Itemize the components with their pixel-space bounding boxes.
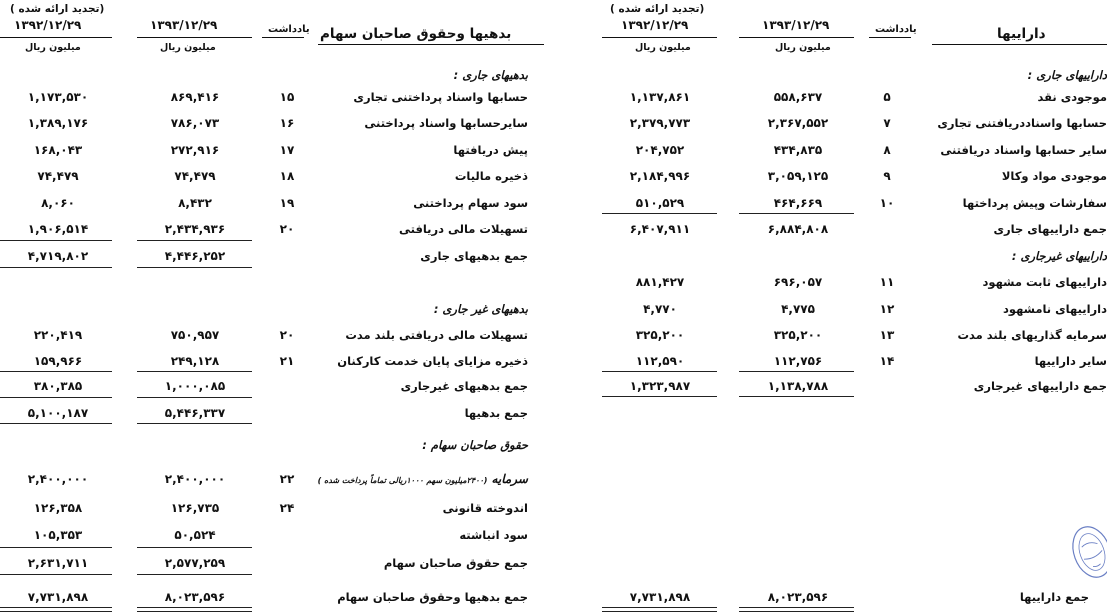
- asset-row-previous-value: ۵۱۰,۵۲۹: [635, 196, 685, 210]
- equity-row-label: سود انباشته: [459, 528, 528, 542]
- equity-row-current-value: ۱۲۶,۷۳۵: [170, 501, 220, 515]
- asset-row-current-value: ۲,۳۶۷,۵۵۲: [767, 116, 829, 130]
- asset-row-previous-value: ۱,۱۳۷,۸۶۱: [629, 90, 691, 104]
- asset-row: [557, 165, 1107, 189]
- restated-note: (تجدید ارائه شده ): [10, 3, 105, 15]
- liabilities-noncurrent-total-current-value: ۱,۰۰۰,۰۸۵: [164, 379, 226, 393]
- asset-row-current-value: ۵۵۸,۶۳۷: [773, 90, 823, 104]
- underline: [137, 371, 252, 372]
- assets-title: داراییها: [997, 26, 1046, 42]
- capital-row: [0, 468, 545, 492]
- header-rule: [602, 37, 717, 38]
- asset-row: [557, 112, 1107, 136]
- underline: [0, 423, 112, 424]
- assets-noncurrent-total-previous-value: ۱,۳۲۳,۹۸۷: [629, 379, 691, 393]
- liability-row-previous-value: ۱,۹۰۶,۵۱۴: [27, 222, 89, 236]
- liability-noncurrent-row-previous-value: ۲۲۰,۴۱۹: [33, 328, 83, 342]
- liability-noncurrent-row-note: ۲۰: [279, 328, 295, 342]
- liability-noncurrent-row-current-value: ۷۵۰,۹۵۷: [170, 328, 220, 342]
- liability-row-label: تسهیلات مالی دریافتی: [398, 222, 528, 236]
- double-underline: [137, 607, 252, 612]
- header-rule: [739, 37, 854, 38]
- double-underline: [602, 607, 717, 612]
- equity-total: [0, 552, 545, 576]
- equity-total-previous-value: ۲,۶۳۱,۷۱۱: [27, 556, 89, 570]
- header-rule: [869, 37, 911, 38]
- underline: [0, 397, 112, 398]
- asset-noncurrent-row-current-value: ۶۹۶,۰۵۷: [773, 275, 823, 289]
- liabilities-current-heading: [0, 64, 545, 88]
- equity-row: [0, 524, 545, 548]
- asset-noncurrent-row-note: ۱۲: [879, 302, 895, 316]
- assets-grand-total-current-value: ۸,۰۲۳,۵۹۶: [767, 590, 829, 604]
- equity-heading: [0, 434, 545, 458]
- liability-row-previous-value: ۱,۳۸۹,۱۷۶: [27, 116, 89, 130]
- asset-row-note: ۷: [883, 116, 891, 130]
- equity-total-label: جمع حقوق صاحبان سهام: [383, 556, 528, 570]
- underline: [137, 397, 252, 398]
- asset-row-label: سفارشات وپیش پرداختها: [962, 196, 1107, 210]
- year-previous: ۱۳۹۲/۱۲/۲۹: [621, 18, 689, 32]
- asset-noncurrent-row-previous-value: ۴,۷۷۰: [643, 302, 677, 316]
- asset-noncurrent-row-label: داراییهای نامشهود: [1002, 302, 1107, 316]
- asset-row-label: موجودی مواد وکالا: [1001, 169, 1107, 183]
- asset-row-label: حسابها واسناددریافتنی تجاری: [937, 116, 1107, 130]
- liability-row-current-value: ۲,۴۳۴,۹۳۶: [164, 222, 226, 236]
- year-current: ۱۳۹۳/۱۲/۲۹: [150, 18, 218, 32]
- assets-noncurrent-heading: [557, 245, 1107, 269]
- underline: [739, 213, 854, 214]
- assets-current-total-current-value: ۶,۸۸۴,۸۰۸: [767, 222, 829, 236]
- underline: [0, 371, 112, 372]
- liability-row-label: پیش دریافتها: [453, 143, 528, 157]
- liability-row-note: ۱۸: [279, 169, 295, 183]
- asset-noncurrent-row-previous-value: ۳۲۵,۲۰۰: [635, 328, 685, 342]
- underline: [137, 423, 252, 424]
- liability-row-current-value: ۲۷۲,۹۱۶: [170, 143, 220, 157]
- asset-row-current-value: ۴۶۴,۶۶۹: [773, 196, 823, 210]
- asset-row-previous-value: ۲۰۴,۷۵۲: [635, 143, 685, 157]
- liability-row-current-value: ۸,۴۳۲: [178, 196, 212, 210]
- asset-noncurrent-row-note: ۱۴: [879, 354, 895, 368]
- liabilities-current-total-previous-value: ۴,۷۱۹,۸۰۲: [27, 249, 89, 263]
- capital-current-value: ۲,۴۰۰,۰۰۰: [164, 472, 226, 486]
- equity-total-current-value: ۲,۵۷۷,۲۵۹: [164, 556, 226, 570]
- asset-row: [557, 139, 1107, 163]
- liability-row-note: ۲۰: [279, 222, 295, 236]
- underline: [137, 240, 252, 241]
- double-underline: [739, 607, 854, 612]
- liabilities-grand-total-current-value: ۸,۰۲۳,۵۹۶: [164, 590, 226, 604]
- liability-row-label: حسابها واسناد پرداختنی تجاری: [353, 90, 528, 104]
- liability-row-note: ۱۷: [279, 143, 295, 157]
- asset-row-current-value: ۳,۰۵۹,۱۲۵: [767, 169, 829, 183]
- capital-previous-value: ۲,۴۰۰,۰۰۰: [27, 472, 89, 486]
- unit-label: میلیون ریال: [635, 42, 691, 53]
- asset-noncurrent-row-previous-value: ۱۱۲,۵۹۰: [635, 354, 685, 368]
- underline: [602, 213, 717, 214]
- asset-noncurrent-row-label: سرمایه گذاریهای بلند مدت: [957, 328, 1107, 342]
- liability-noncurrent-row-note: ۲۱: [279, 354, 295, 368]
- liability-noncurrent-row-previous-value: ۱۵۹,۹۶۶: [33, 354, 83, 368]
- underline: [137, 267, 252, 268]
- year-previous: ۱۳۹۲/۱۲/۲۹: [14, 18, 82, 32]
- unit-label: میلیون ریال: [775, 42, 831, 53]
- liability-row-current-value: ۸۶۹,۴۱۶: [170, 90, 220, 104]
- liabilities-noncurrent-heading-text: بدهیهای غیر جاری :: [433, 302, 528, 316]
- underline: [602, 396, 717, 397]
- asset-row-current-value: ۴۳۴,۸۳۵: [773, 143, 823, 157]
- liabilities-noncurrent-total-label: جمع بدهیهای غیرجاری: [400, 379, 528, 393]
- liabilities-current-heading-text: بدهیهای جاری :: [453, 68, 528, 82]
- asset-row-previous-value: ۲,۳۷۹,۷۷۳: [629, 116, 691, 130]
- liability-row-current-value: ۷۸۶,۰۷۳: [170, 116, 220, 130]
- unit-label: میلیون ریال: [25, 42, 81, 53]
- assets-current-total-previous-value: ۶,۴۰۷,۹۱۱: [629, 222, 691, 236]
- underline: [602, 371, 717, 372]
- unit-label: میلیون ریال: [160, 42, 216, 53]
- equity-row: [0, 497, 545, 521]
- liability-row: [0, 218, 545, 242]
- liabilities-current-total-label: جمع بدهیهای جاری: [420, 249, 528, 263]
- year-current: ۱۳۹۳/۱۲/۲۹: [762, 18, 830, 32]
- asset-row-note: ۸: [883, 143, 891, 157]
- assets-grand-total-label: جمع داراییها: [1019, 590, 1089, 604]
- liabilities-grand-total-previous-value: ۷,۷۳۱,۸۹۸: [27, 590, 89, 604]
- liabilities-equity-section: [0, 0, 545, 616]
- assets-current-total-label: جمع داراییهای جاری: [993, 222, 1107, 236]
- asset-noncurrent-row-label: سایر داراییها: [1034, 354, 1107, 368]
- underline: [0, 574, 112, 575]
- liability-row-label: سایرحسابها واسناد پرداختنی: [364, 116, 528, 130]
- capital-label-group: [318, 472, 528, 486]
- asset-row-label: موجودی نقد: [1037, 90, 1107, 104]
- liability-noncurrent-row-current-value: ۲۴۹,۱۲۸: [170, 354, 220, 368]
- double-underline: [0, 607, 112, 612]
- liabilities-noncurrent-total-previous-value: ۳۸۰,۳۸۵: [33, 379, 83, 393]
- liability-row-note: ۱۶: [279, 116, 295, 130]
- equity-row-previous-value: ۱۰۵,۳۵۳: [33, 528, 83, 542]
- assets-noncurrent-total-current-value: ۱,۱۳۸,۷۸۸: [767, 379, 829, 393]
- liability-row-current-value: ۷۴,۴۷۹: [174, 169, 216, 183]
- note-column-header: یادداشت: [268, 24, 310, 35]
- liabilities-current-total: [0, 245, 545, 269]
- liabilities-current-total-current-value: ۴,۴۴۶,۲۵۲: [164, 249, 226, 263]
- asset-noncurrent-row: [557, 324, 1107, 348]
- asset-row: [557, 86, 1107, 110]
- equity-row-label: اندوخته قانونی: [442, 501, 528, 515]
- underline: [0, 267, 112, 268]
- underline: [0, 240, 112, 241]
- underline: [137, 574, 252, 575]
- liability-row: [0, 112, 545, 136]
- header-rule: [0, 37, 112, 38]
- liability-row: [0, 139, 545, 163]
- liabilities-title: بدهیها وحقوق صاحبان سهام: [320, 26, 512, 42]
- liabilities-total-current-value: ۵,۴۴۶,۳۳۷: [164, 406, 226, 420]
- assets-noncurrent-heading-text: داراییهای غیرجاری :: [1011, 249, 1107, 263]
- liability-row: [0, 192, 545, 216]
- asset-noncurrent-row: [557, 271, 1107, 295]
- asset-noncurrent-row-current-value: ۳۲۵,۲۰۰: [773, 328, 823, 342]
- header-rule: [137, 37, 252, 38]
- liability-noncurrent-row-label: ذخیره مزایای پایان خدمت کارکنان: [337, 354, 528, 368]
- asset-noncurrent-row-label: داراییهای ثابت مشهود: [982, 275, 1107, 289]
- assets-noncurrent-total-label: جمع داراییهای غیرجاری: [973, 379, 1107, 393]
- liabilities-total-label: جمع بدهیها: [464, 406, 528, 420]
- liability-row-label: ذخیره مالیات: [454, 169, 528, 183]
- liability-row-previous-value: ۸,۰۶۰: [41, 196, 75, 210]
- equity-row-note: ۲۴: [279, 501, 295, 515]
- liability-row-note: ۱۵: [279, 90, 295, 104]
- underline: [137, 547, 252, 548]
- assets-section: [557, 0, 1107, 616]
- liability-row-previous-value: ۱۶۸,۰۴۳: [33, 143, 83, 157]
- liability-row-label: سود سهام پرداختنی: [413, 196, 528, 210]
- restated-note: (تجدید ارائه شده ): [610, 3, 705, 15]
- liabilities-grand-total-label: جمع بدهیها وحقوق صاحبان سهام: [337, 590, 528, 604]
- asset-noncurrent-row-current-value: ۴,۷۷۵: [781, 302, 815, 316]
- underline: [739, 371, 854, 372]
- liabilities-total-previous-value: ۵,۱۰۰,۱۸۷: [27, 406, 89, 420]
- asset-row-label: سایر حسابها واسناد دریافتنی: [940, 143, 1107, 157]
- assets-grand-total-previous-value: ۷,۷۳۱,۸۹۸: [629, 590, 691, 604]
- liability-row: [0, 86, 545, 110]
- liability-row-previous-value: ۱,۱۷۳,۵۳۰: [27, 90, 89, 104]
- asset-noncurrent-row-current-value: ۱۱۲,۷۵۶: [773, 354, 823, 368]
- asset-noncurrent-row-previous-value: ۸۸۱,۴۲۷: [635, 275, 685, 289]
- underline: [739, 396, 854, 397]
- assets-current-heading: [557, 64, 1107, 88]
- header-rule: [262, 37, 304, 38]
- asset-noncurrent-row-note: ۱۱: [879, 275, 895, 289]
- asset-noncurrent-row: [557, 298, 1107, 322]
- equity-row-previous-value: ۱۲۶,۳۵۸: [33, 501, 83, 515]
- liability-row-previous-value: ۷۴,۴۷۹: [37, 169, 79, 183]
- equity-row-current-value: ۵۰,۵۲۴: [174, 528, 216, 542]
- liabilities-noncurrent-heading: [0, 298, 545, 322]
- liabilities-noncurrent-total: [0, 375, 545, 399]
- assets-current-heading-text: داراییهای جاری :: [1027, 68, 1107, 82]
- underline: [0, 547, 112, 548]
- liability-noncurrent-row: [0, 324, 545, 348]
- asset-row-note: ۵: [883, 90, 891, 104]
- assets-current-total: [557, 218, 1107, 242]
- equity-heading-text: حقوق صاحبان سهام :: [422, 438, 528, 452]
- liability-row: [0, 165, 545, 189]
- capital-sublabel: (۲۴۰۰میلیون سهم ۱۰۰۰ریالی تماماً پرداخت شده ): [317, 476, 488, 485]
- note-column-header: یادداشت: [875, 24, 917, 35]
- capital-note: ۲۲: [279, 472, 295, 486]
- asset-noncurrent-row-note: ۱۳: [879, 328, 895, 342]
- liability-noncurrent-row-label: تسهیلات مالی دریافتی بلند مدت: [345, 328, 528, 342]
- liability-row-note: ۱۹: [279, 196, 295, 210]
- header-rule: [318, 44, 544, 45]
- capital-label: سرمایه: [491, 472, 528, 486]
- asset-row-note: ۹: [883, 169, 891, 183]
- header-rule: [932, 44, 1107, 45]
- asset-row-previous-value: ۲,۱۸۴,۹۹۶: [629, 169, 691, 183]
- asset-row-note: ۱۰: [879, 196, 895, 210]
